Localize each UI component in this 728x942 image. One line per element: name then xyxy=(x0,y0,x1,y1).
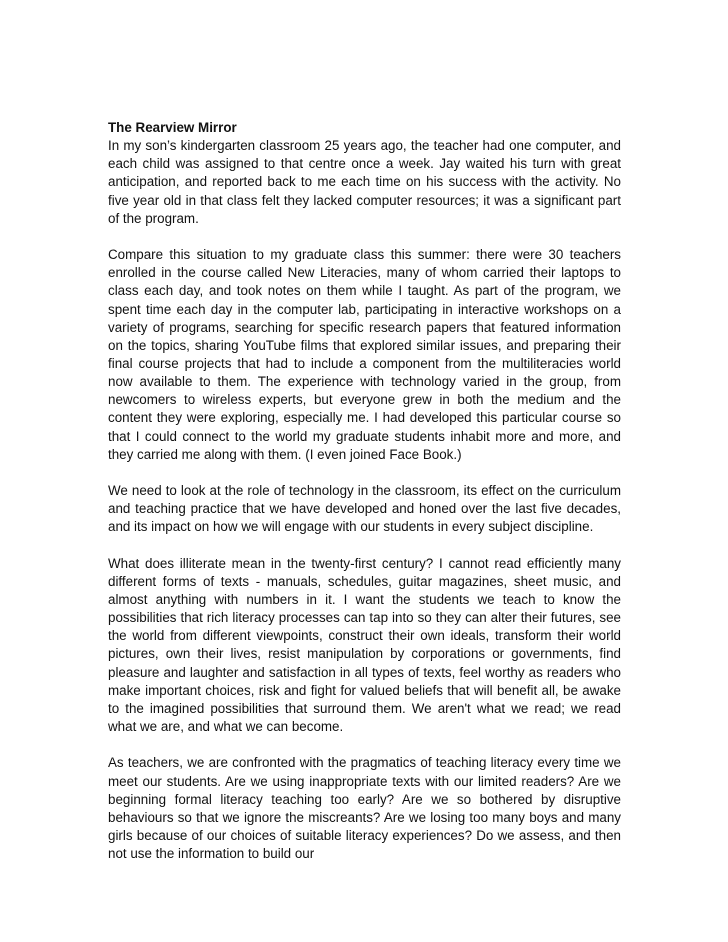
document-page xyxy=(108,119,621,863)
paragraph-teachers: As teachers, we are confronted with the pragmatics of teaching literacy every time we meet our students. Are we using inappropriate texts with our limited readers? Are we beginning formal literacy teaching too early? Are we so bothered by disruptive behaviours so that we ignore the miscreants? Are we losing too many boys and many girls because of our choices of suitable literacy experiences? Do we assess, and then not use the information to build our xyxy=(108,755,621,862)
paragraph-kindergarten: In my son’s kindergarten classroom 25 years ago, the teacher had one computer, and each child was assigned to that centre once a week. Jay waited his turn with great anticipation, and reported back to me each time on his success with the activity. No five year old in that class felt they lacked computer resources; it was a significant part of the program. xyxy=(108,138,621,226)
paragraph-illiterate: What does illiterate mean in the twenty-first century? I cannot read efficiently many different forms of texts - manuals, schedules, guitar magazines, sheet music, and almost anything with numbers in it. I want the students we teach to know the possibilities that rich literacy processes can tap into so they can alter their futures, see the world from different viewpoints, construct their own ideals, transform their world pictures, own their lives, resist manipulation by corporations or governments, find pleasure and laughter and satisfaction in all types of texts, feel worthy as readers who make important choices, risk and fight for valued beliefs that will benefit all, be awake to the imagined possibilities that surround them. We aren't what we read; we read what we are, and what we can become. xyxy=(108,555,621,735)
paragraph-role-of-technology: We need to look at the role of technology in the classroom, its effect on the curriculum and teaching practice that we have developed and honed over the last five decades, and its impact on how we will engage with our students in every subject discipline. xyxy=(108,483,621,535)
document-title: The Rearview Mirror xyxy=(108,120,237,135)
paragraph-graduate-class: Compare this situation to my graduate class this summer: there were 30 teachers enrolled in the course called New Literacies, many of whom carried their laptops to class each day, and took notes on them while I taught. As part of the program, we spent time each day in the computer lab, participating in interactive workshops on a variety of programs, searching for specific research papers that featured information on the topics, sharing YouTube films that explored similar issues, and preparing their final course projects that had to include a component from the multiliteracies world now available to them. The experience with technology varied in the group, from newcomers to wireless experts, but everyone grew in both the medium and the content they were exploring, especially me. I had developed this particular course so that I could connect to the world my graduate students inhabit more and more, and they carried me along with them. (I even joined Face Book.) xyxy=(108,247,621,462)
